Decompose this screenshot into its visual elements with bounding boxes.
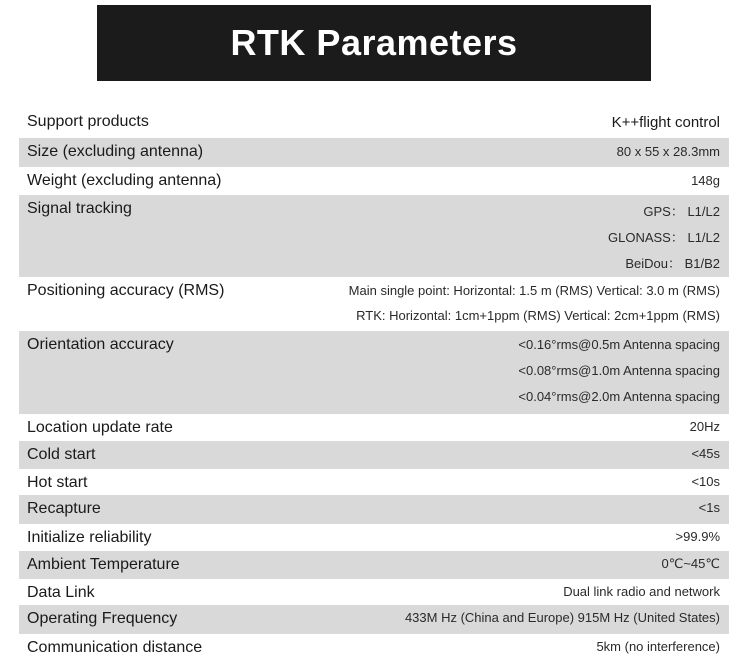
spec-row: [19, 441, 729, 469]
spec-label: Recapture: [27, 500, 101, 517]
spec-value: GPS： L1/L2: [643, 204, 720, 219]
spec-row: [19, 108, 729, 138]
spec-label: Orientation accuracy: [27, 336, 174, 353]
spec-row: [19, 277, 729, 331]
spec-value: GLONASS： L1/L2: [608, 230, 720, 245]
spec-label: Hot start: [27, 474, 88, 491]
spec-label: Ambient Temperature: [27, 556, 180, 573]
spec-value: <0.16°rms@0.5m Antenna spacing: [518, 337, 720, 352]
spec-value: 433M Hz (China and Europe) 915M Hz (United States): [404, 610, 720, 625]
spec-label: Operating Frequency: [27, 610, 178, 627]
spec-value: Dual link radio and network: [563, 584, 720, 599]
page-title: RTK Parameters: [230, 22, 518, 63]
spec-row: [19, 605, 729, 634]
spec-label: Signal tracking: [27, 200, 132, 217]
spec-row: [19, 524, 729, 551]
spec-value: 0℃~45℃: [661, 556, 720, 571]
spec-value: <1s: [698, 500, 720, 515]
spec-value: 148g: [691, 173, 720, 188]
spec-row: [19, 195, 729, 277]
spec-value: <0.04°rms@2.0m Antenna spacing: [518, 389, 720, 404]
spec-row: [19, 138, 729, 167]
spec-label: Location update rate: [27, 419, 173, 436]
spec-value: BeiDou： B1/B2: [625, 256, 720, 271]
spec-label: Support products: [27, 113, 149, 130]
spec-row: [19, 469, 729, 495]
spec-value: Main single point: Horizontal: 1.5 m (RMS) Vertical: 3.0 m (RMS): [348, 283, 720, 298]
spec-label: Communication distance: [27, 639, 203, 656]
spec-row: [19, 167, 729, 195]
spec-label: Data Link: [27, 584, 95, 601]
spec-row: [19, 414, 729, 441]
spec-label: Positioning accuracy (RMS): [27, 282, 225, 299]
spec-value: <10s: [691, 474, 720, 489]
spec-value: K++flight control: [611, 114, 720, 131]
title-banner: [97, 5, 651, 81]
spec-value: 5km (no interference): [596, 639, 720, 654]
spec-value: <45s: [691, 446, 720, 461]
spec-label: Initialize reliability: [27, 529, 152, 546]
spec-value: <0.08°rms@1.0m Antenna spacing: [518, 363, 720, 378]
spec-row: [19, 331, 729, 414]
spec-value: RTK: Horizontal: 1cm+1ppm (RMS) Vertical: 2cm+1ppm (RMS): [356, 308, 720, 323]
spec-value: 80 x 55 x 28.3mm: [616, 144, 720, 159]
spec-value: >99.9%: [675, 529, 720, 544]
spec-row: [19, 495, 729, 524]
spec-value: 20Hz: [689, 419, 720, 434]
spec-label: Size (excluding antenna): [27, 143, 204, 160]
spec-label: Cold start: [27, 446, 96, 463]
spec-row: [19, 634, 729, 662]
spec-row: [19, 579, 729, 605]
spec-label: Weight (excluding antenna): [27, 172, 222, 189]
spec-row: [19, 551, 729, 579]
